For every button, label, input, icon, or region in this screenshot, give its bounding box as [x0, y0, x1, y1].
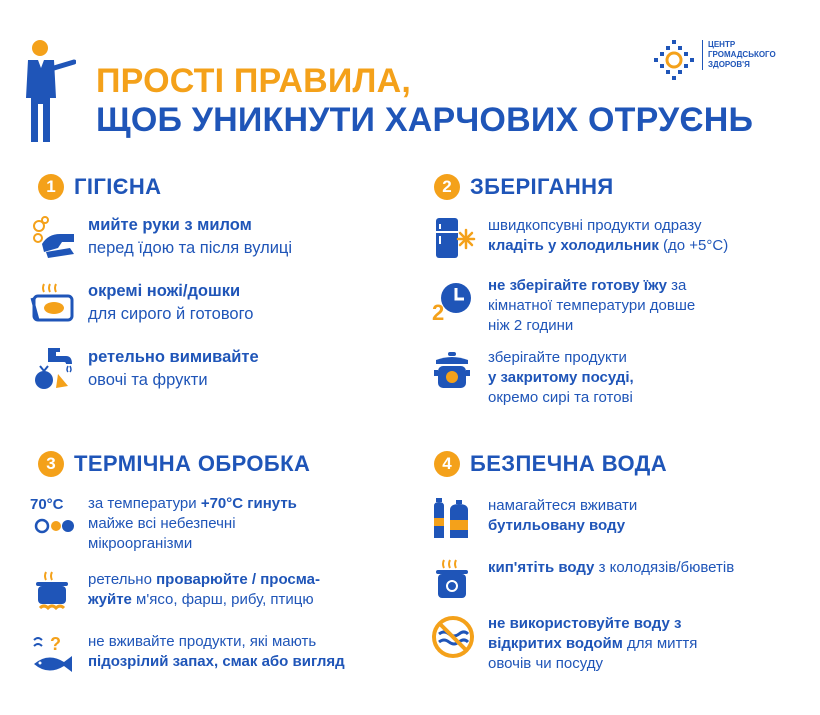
- item-bold-line: підозрілий запах, смак або вигляд: [88, 653, 345, 670]
- water-item-boil: [430, 558, 734, 604]
- logo-text: [702, 40, 808, 70]
- item-text: [88, 214, 292, 260]
- logo-line: ЗДОРОВ'Я: [708, 60, 750, 69]
- item-text-rest: ретельно: [88, 571, 157, 588]
- item-text: [488, 348, 634, 408]
- item-bold-text: відкритих водойм: [488, 635, 623, 652]
- item-line: окремо сирі та готові: [488, 389, 633, 406]
- item-text-rest: (до +5°С): [658, 237, 729, 254]
- svg-text:?: ?: [50, 634, 61, 654]
- item-bold-line: бутильовану воду: [488, 517, 626, 534]
- item-bold-line: не використовуйте воду з: [488, 615, 682, 632]
- storage-item-fridge: [430, 216, 728, 262]
- item-line: не вживайте продукти, які мають: [88, 633, 317, 650]
- clock-number: 2: [432, 300, 445, 325]
- item-bold-text: +70°С гинуть: [200, 495, 297, 512]
- item-text-rest: м'ясо, фарш, рибу, птицю: [131, 591, 314, 608]
- item-text-rest: за температури: [88, 495, 201, 512]
- item-text: [488, 496, 637, 536]
- item-line: намагайтеся вживати: [488, 497, 638, 514]
- temperature-label: 70°C: [30, 496, 64, 513]
- item-text: [88, 494, 297, 554]
- item-line: мікроорганізми: [88, 535, 193, 552]
- item-line: овочів чи посуду: [488, 655, 604, 672]
- item-line: ніж 2 години: [488, 317, 574, 334]
- item-bold-text: проварюйте / просма-: [156, 571, 320, 588]
- no-open-water-icon: [430, 614, 476, 660]
- closed-pot-icon: [430, 348, 476, 394]
- section-number: 2: [434, 174, 460, 200]
- section-storage-heading: [434, 174, 614, 200]
- item-bold-line: у закритому посуді,: [488, 369, 634, 386]
- section-safe-water-heading: [434, 451, 667, 477]
- item-text: [88, 632, 345, 672]
- item-text: [488, 614, 697, 674]
- item-text: [88, 570, 320, 610]
- section-number: 3: [38, 451, 64, 477]
- section-title: ГІГІЄНА: [74, 174, 162, 199]
- item-text: [488, 216, 728, 256]
- hygiene-item-separate-boards: [30, 280, 253, 326]
- item-line: для сирого й готового: [88, 305, 254, 323]
- section-number: 1: [38, 174, 64, 200]
- cutting-boards-icon: [30, 280, 76, 326]
- item-text: [488, 558, 734, 578]
- item-line: швидкопсувні продукти одразу: [488, 217, 702, 234]
- public-health-center-logo: [652, 34, 802, 84]
- item-line: перед їдою та після вулиці: [88, 239, 293, 257]
- water-item-no-open-water: [430, 614, 697, 674]
- logo-line: ГРОМАДСЬКОГО: [708, 50, 776, 59]
- clock-two-hours-icon: [430, 276, 476, 325]
- heat-item-cook-thoroughly: [30, 570, 320, 616]
- item-text-rest: за: [666, 277, 687, 294]
- presenter-figure-icon: [14, 38, 76, 143]
- item-text: [488, 276, 695, 336]
- section-title: ТЕРМІЧНА ОБРОБКА: [74, 451, 311, 476]
- section-number: 4: [434, 451, 460, 477]
- washing-hands-icon: [30, 214, 76, 260]
- heat-item-suspicious-food: [30, 632, 345, 678]
- storage-item-closed-dishes: [430, 348, 634, 408]
- boiling-pot-icon: [430, 558, 476, 604]
- logo-line: ЦЕНТР: [708, 40, 736, 49]
- title-line-1: ПРОСТІ ПРАВИЛА,: [96, 62, 412, 100]
- item-line: кімнатної температури довше: [488, 297, 696, 314]
- hygiene-item-wash-hands: [30, 214, 292, 260]
- section-title: БЕЗПЕЧНА ВОДА: [470, 451, 668, 476]
- item-text-rest: з колодязів/бюветів: [594, 559, 735, 576]
- item-text: [88, 280, 253, 326]
- item-bold-text: жуйте: [88, 591, 132, 608]
- temperature-microbes-icon: [30, 494, 76, 540]
- item-bold-line: окремі ножі/дошки: [88, 282, 241, 300]
- tap-vegetables-icon: [30, 346, 76, 392]
- microbes-icon: [32, 514, 76, 538]
- storage-item-two-hours: [430, 276, 695, 336]
- item-line: овочі та фрукти: [88, 371, 208, 389]
- item-bold-line: ретельно вимивайте: [88, 348, 259, 366]
- section-title: ЗБЕРІГАННЯ: [470, 174, 614, 199]
- logo-mark-icon: [652, 38, 696, 82]
- hygiene-item-wash-vegetables: [30, 346, 259, 392]
- item-line: майже всі небезпечні: [88, 515, 236, 532]
- cooking-pot-icon: [30, 570, 76, 616]
- suspicious-fish-icon: [30, 632, 76, 678]
- bottled-water-icon: [430, 496, 476, 542]
- item-line: зберігайте продукти: [488, 349, 627, 366]
- item-bold-text: кладіть у холодильник: [488, 237, 659, 254]
- section-heat-treatment-heading: [38, 451, 310, 477]
- title-line-2: ЩОБ УНИКНУТИ ХАРЧОВИХ ОТРУЄНЬ: [96, 101, 754, 139]
- heat-item-70c: [30, 494, 297, 554]
- item-bold-text: не зберігайте готову їжу: [488, 277, 667, 294]
- fridge-icon: [430, 216, 476, 262]
- item-bold-line: мийте руки з милом: [88, 216, 252, 234]
- item-text-rest: для миття: [622, 635, 698, 652]
- water-item-bottled: [430, 496, 637, 542]
- section-hygiene-heading: [38, 174, 161, 200]
- item-text: [88, 346, 259, 392]
- item-bold-text: кип'ятіть воду: [488, 559, 595, 576]
